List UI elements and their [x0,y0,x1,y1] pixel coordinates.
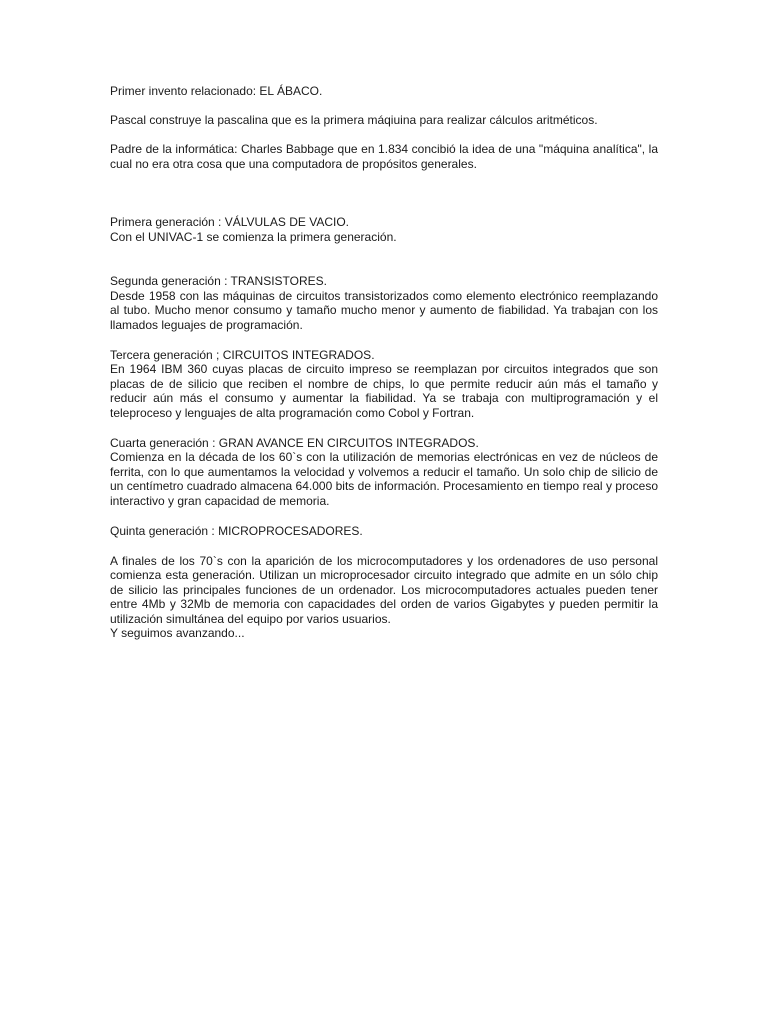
spacer [110,538,658,554]
spacer [110,171,658,215]
paragraph-pascal: Pascal construye la pascalina que es la primera máqiuina para realizar cálculos aritméticos. [110,113,598,127]
spacer [110,128,658,143]
second-generation-heading: Segunda generación : TRANSISTORES. [110,274,328,288]
third-generation-heading: Tercera generación ; CIRCUITOS INTEGRADOS. [110,347,375,362]
first-generation-body: Con el UNIVAC-1 se comienza la primera generación. [110,229,397,244]
spacer [110,420,658,436]
section-fourth-generation [110,436,658,509]
closing-line: Y seguimos avanzando... [110,626,245,640]
second-generation-body: Desde 1958 con las máquinas de circuitos transistorizados como elemento electrónico reemplazando al tubo. Mucho menor consumo y tamaño mucho menor y aumento de fiabilidad. Ya trabajan con los llamados leguajes de programación. [110,288,658,332]
fourth-generation-heading: Cuarta generación : GRAN AVANCE EN CIRCUITOS INTEGRADOS. [110,435,479,450]
section-second-generation [110,274,658,332]
fifth-generation-heading: Quinta generación : MICROPROCESADORES. [110,523,363,538]
section-fifth-generation [110,524,658,641]
spacer [110,508,658,524]
section-first-generation [110,215,658,244]
spacer [110,99,658,114]
fourth-generation-body: Comienza en la década de los 60`s con la utilización de memorias electrónicas en vez de núcleos de ferrita, con lo que aumentamos la velocidad y volvemos a reducir el tamaño. Un solo chip de silicio de un centímetro cuadrado almacena 64.000 bits de información. Procesamiento en tiempo real y proceso interactivo y gran capacidad de memoria. [110,450,658,508]
fifth-generation-body: A finales de los 70`s con la aparición de los microcomputadores y los ordenadores de uso personal comienza esta generación. Utilizan un microprocesador circuito integrado que admite en un sólo chip de silicio las principales funciones de un ordenador. Los microcomputadores actuales pueden tener entre 4Mb y 32Mb de memoria con capacidades del orden de varios Gigabytes y pueden permitir la utilización simultánea del equipo por varios usuarios. [110,553,658,626]
spacer [110,244,658,274]
paragraph-babbage: Padre de la informática: Charles Babbage que en 1.834 concibió la idea de una "máquina analítica", la cual no era otra cosa que una computadora de propósitos generales. [110,142,658,171]
third-generation-body: En 1964 IBM 360 cuyas placas de circuito impreso se reemplazan por circuitos integrados que son placas de de silicio que reciben el nombre de chips, lo que permite reducir aún más el tamaño y reducir aún más el consumo y aumentar la fiabilidad. Ya se trabaja con multiprogramación y el teleproceso y lenguajes de alta programación como Cobol y Fortran. [110,362,658,420]
paragraph-abaco: Primer invento relacionado: EL ÁBACO. [110,84,323,98]
document-page [110,84,658,641]
first-generation-heading: Primera generación : VÁLVULAS DE VACIO. [110,215,349,229]
spacer [110,332,658,348]
section-third-generation [110,348,658,421]
